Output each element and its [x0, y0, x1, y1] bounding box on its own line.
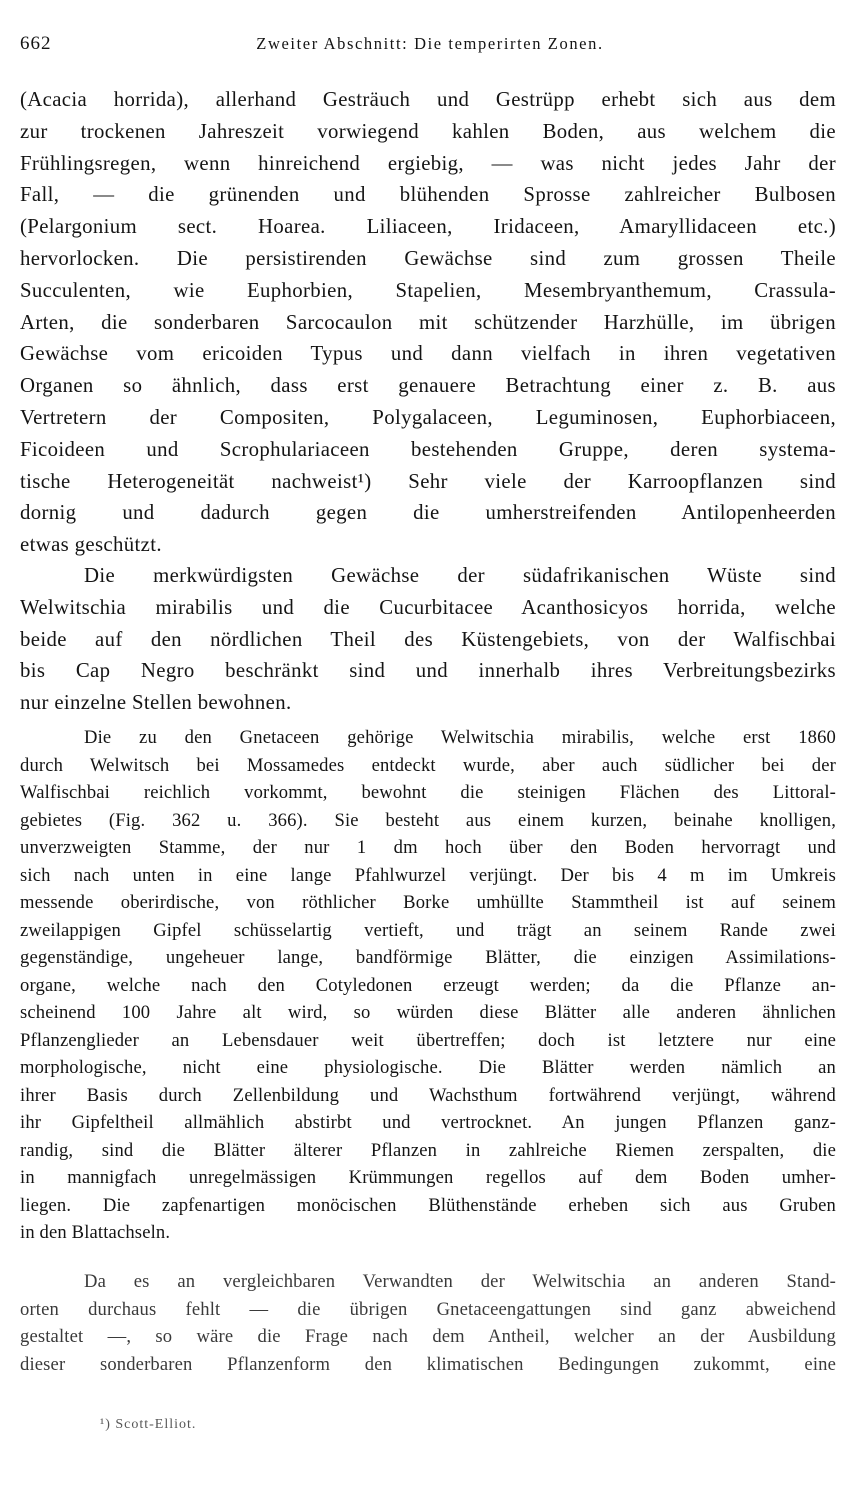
text-line: etwas geschützt. — [20, 533, 162, 557]
text-line: orten durchaus fehlt — die übrigen Gnetaceengattungen sind ganz abweichend — [20, 1298, 836, 1320]
text-line: (Acacia horrida), allerhand Gesträuch und Gestrüpp erhebt sich aus dem — [20, 88, 836, 111]
paragraph-3 — [20, 724, 836, 1247]
text-line: Die merkwürdigsten Gewächse der südafrikanischen Wüste sind — [84, 564, 836, 587]
paragraph-4 — [20, 1268, 836, 1378]
text-line: zweilappigen Gipfel schüsselartig vertieft, und trägt an seinem Rande zwei — [20, 919, 836, 941]
text-line: ihrer Basis durch Zellenbildung und Wachsthum fortwährend verjüngt, während — [20, 1084, 836, 1106]
text-line: Die zu den Gnetaceen gehörige Welwitschia mirabilis, welche erst 1860 — [84, 727, 836, 748]
paragraph-2 — [20, 560, 836, 719]
paragraph-1 — [20, 84, 836, 561]
text-line: dieser sonderbaren Pflanzenform den klimatischen Bedingungen zukommt, eine — [20, 1353, 836, 1375]
text-line: gestaltet —, so wäre die Frage nach dem Antheil, welcher an der Ausbildung — [20, 1326, 836, 1347]
text-line: Pflanzenglieder an Lebensdauer weit übertreffen; doch ist letztere nur eine — [20, 1029, 836, 1051]
page-header — [20, 33, 840, 57]
text-line: sich nach unten in eine lange Pfahlwurzel verjüngt. Der bis 4 m im Umkreis — [20, 864, 836, 886]
text-line: Da es an vergleichbaren Verwandten der Welwitschia an anderen Stand- — [84, 1271, 836, 1292]
text-line: unverzweigten Stamme, der nur 1 dm hoch über den Boden hervorragt und — [20, 837, 836, 858]
text-line: zur trockenen Jahreszeit vorwiegend kahlen Boden, aus welchem die — [20, 119, 836, 143]
text-line: scheinend 100 Jahre alt wird, so würden diese Blätter alle anderen ähnlichen — [20, 1002, 836, 1023]
text-line: morphologische, nicht eine physiologische. Die Blätter werden nämlich an — [20, 1057, 836, 1078]
text-line: tische Heterogeneität nachweist¹) Sehr viele der Karroopflanzen sind — [20, 469, 836, 493]
text-line: gegenständige, ungeheuer lange, bandförmige Blätter, die einzigen Assimilations- — [20, 947, 836, 968]
text-line: durch Welwitsch bei Mossamedes entdeckt wurde, aber auch südlicher bei der — [20, 754, 836, 776]
running-title: Zweiter Abschnitt: Die temperirten Zonen. — [256, 34, 604, 53]
text-line: Arten, die sonderbaren Sarcocaulon mit schützender Harzhülle, im übrigen — [20, 310, 836, 334]
text-line: Organen so ähnlich, dass erst genauere Betrachtung einer z. B. aus — [20, 374, 836, 398]
text-line: messende oberirdische, von röthlicher Borke umhüllte Stammtheil ist auf seinem — [20, 892, 836, 913]
text-line: Ficoideen und Scrophulariaceen bestehenden Gruppe, deren systema- — [20, 437, 836, 461]
page-number: 662 — [20, 33, 52, 54]
text-line: gebietes (Fig. 362 u. 366). Sie besteht aus einem kurzen, beinahe knolligen, — [20, 809, 836, 831]
text-line: randig, sind die Blätter älterer Pflanzen in zahlreiche Riemen zerspalten, die — [20, 1139, 836, 1161]
text-line: bis Cap Negro beschränkt sind und innerhalb ihres Verbreitungsbezirks — [20, 659, 836, 683]
text-line: in den Blattachseln. — [20, 1222, 171, 1243]
text-line: liegen. Die zapfenartigen monöcischen Blüthenstände erheben sich aus Gruben — [20, 1194, 836, 1216]
text-line: Vertretern der Compositen, Polygalaceen, Leguminosen, Euphorbiaceen, — [20, 405, 836, 429]
text-line: organe, welche nach den Cotyledonen erzeugt werden; da die Pflanze an- — [20, 974, 836, 996]
text-line: in mannigfach unregelmässigen Krümmungen regellos auf dem Boden umher- — [20, 1167, 836, 1188]
footnote: ¹) Scott-Elliot. — [100, 1417, 197, 1432]
text-line: Succulenten, wie Euphorbien, Stapelien, Mesembryanthemum, Crassula- — [20, 278, 836, 302]
text-line: dornig und dadurch gegen die umherstreifenden Antilopenheerden — [20, 501, 836, 525]
text-line: nur einzelne Stellen bewohnen. — [20, 691, 292, 715]
text-line: beide auf den nördlichen Theil des Küstengebiets, von der Walfischbai — [20, 627, 836, 651]
text-line: Frühlingsregen, wenn hinreichend ergiebig, — was nicht jedes Jahr der — [20, 151, 836, 175]
text-line: ihr Gipfeltheil allmählich abstirbt und vertrocknet. An jungen Pflanzen ganz- — [20, 1112, 836, 1133]
text-line: Walfischbai reichlich vorkommt, bewohnt die steinigen Flächen des Littoral- — [20, 782, 836, 803]
text-line: Gewächse vom ericoiden Typus und dann vielfach in ihren vegetativen — [20, 342, 836, 366]
text-line: hervorlocken. Die persistirenden Gewächse sind zum grossen Theile — [20, 246, 836, 270]
text-line: (Pelargonium sect. Hoarea. Liliaceen, Iridaceen, Amaryllidaceen etc.) — [20, 215, 836, 239]
text-line: Welwitschia mirabilis und die Cucurbitacee Acanthosicyos horrida, welche — [20, 595, 836, 619]
text-line: Fall, — die grünenden und blühenden Sprosse zahlreicher Bulbosen — [20, 183, 836, 207]
